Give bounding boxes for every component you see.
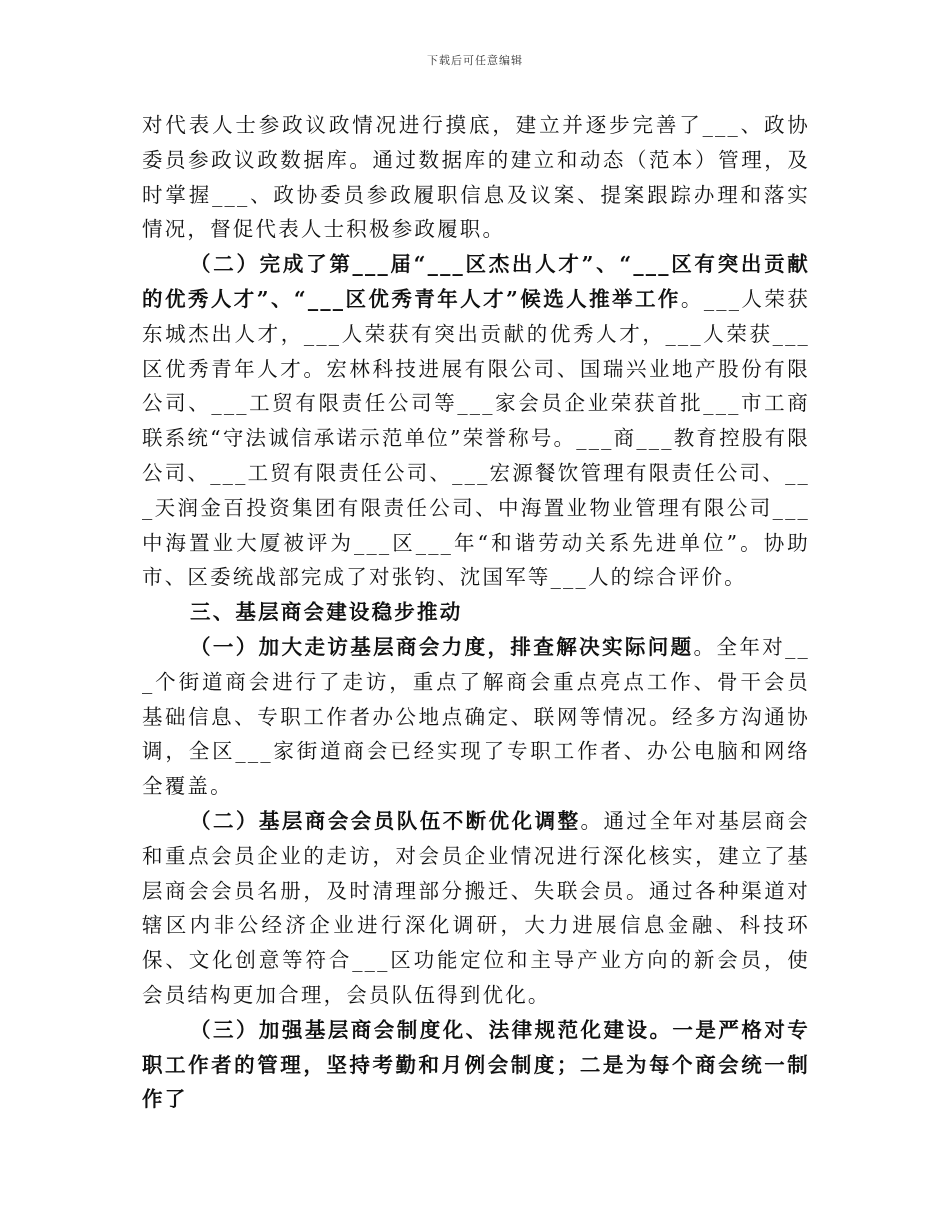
paragraph-text: 对代表人士参政议政情况进行摸底，建立并逐步完善了___、政协委员参政议政数据库。通过数据库的建立和动态（范本）管理，及时掌握___、政协委员参政履职信息及议案、提案跟踪办理和落实情况，督促代表人士积极参政履职。	[142, 113, 810, 242]
paragraph-talent-recommendation	[142, 247, 810, 595]
paragraph-text: 。___人荣获东城杰出人才，___人荣获有突出贡献的优秀人才，___人荣获___区优秀青年人才。宏林科技进展有限公司、国瑞兴业地产股份有限公司、___工贸有限责任公司等___家会员企业荣获首批___市工商联系统“守法诚信承诺示范单位”荣誉称号。___商___教育控股有限公司、___工贸有限责任公司、___宏源餐饮管理有限责任公司、___天润金百投资集团有限责任公司、中海置业物业管理有限公司___中海置业大厦被评为___区___年“和谐劳动关系先进单位”。协助市、区委统战部完成了对张钧、沈国军等___人的综合评价。	[142, 286, 810, 590]
paragraph-institutionalization	[142, 1013, 810, 1117]
page-header: 下载后可任意编辑	[427, 54, 523, 67]
paragraph-lead: （二）基层商会会员队伍不断优化调整	[190, 808, 581, 833]
document-body	[142, 108, 810, 1117]
paragraph-lead: （二）完成了第___届“___区杰出人才”、“___区有突出贡献的优秀人才”、“___区优秀青年人才”候选人推举工作	[142, 252, 810, 311]
paragraph-text: 。通过全年对基层商会和重点会员企业的走访，对会员企业情况进行深化核实，建立了基层商会会员名册，及时清理部分搬迁、失联会员。通过各种渠道对辖区内非公经济企业进行深化调研，大力进展信息金融、科技环保、文化创意等符合___区功能定位和主导产业方向的新会员，使会员结构更加合理，会员队伍得到优化。	[142, 808, 811, 1007]
paragraph-lead: （一）加大走访基层商会力度，排查解决实际问题	[190, 634, 694, 659]
paragraph-text: 。全年对___个街道商会进行了走访，重点了解商会重点亮点工作、骨干会员基础信息、专职工作者办公地点确定、联网等情况。经多方沟通协调，全区___家街道商会已经实现了专职工作者、办公电脑和网络全覆盖。	[142, 634, 810, 799]
paragraph-member-optimization	[142, 804, 810, 1013]
paragraph-visits	[142, 630, 810, 804]
section-heading-text: 三、基层商会建设稳步推动	[190, 600, 463, 625]
paragraph-delegate-database	[142, 108, 810, 247]
paragraph-lead: （三）加强基层商会制度化、法律规范化建设。一是严格对专职工作者的管理，坚持考勤和月例会制度；二是为每个商会统一制作了	[142, 1017, 810, 1112]
section-heading-grassroots	[142, 595, 810, 630]
